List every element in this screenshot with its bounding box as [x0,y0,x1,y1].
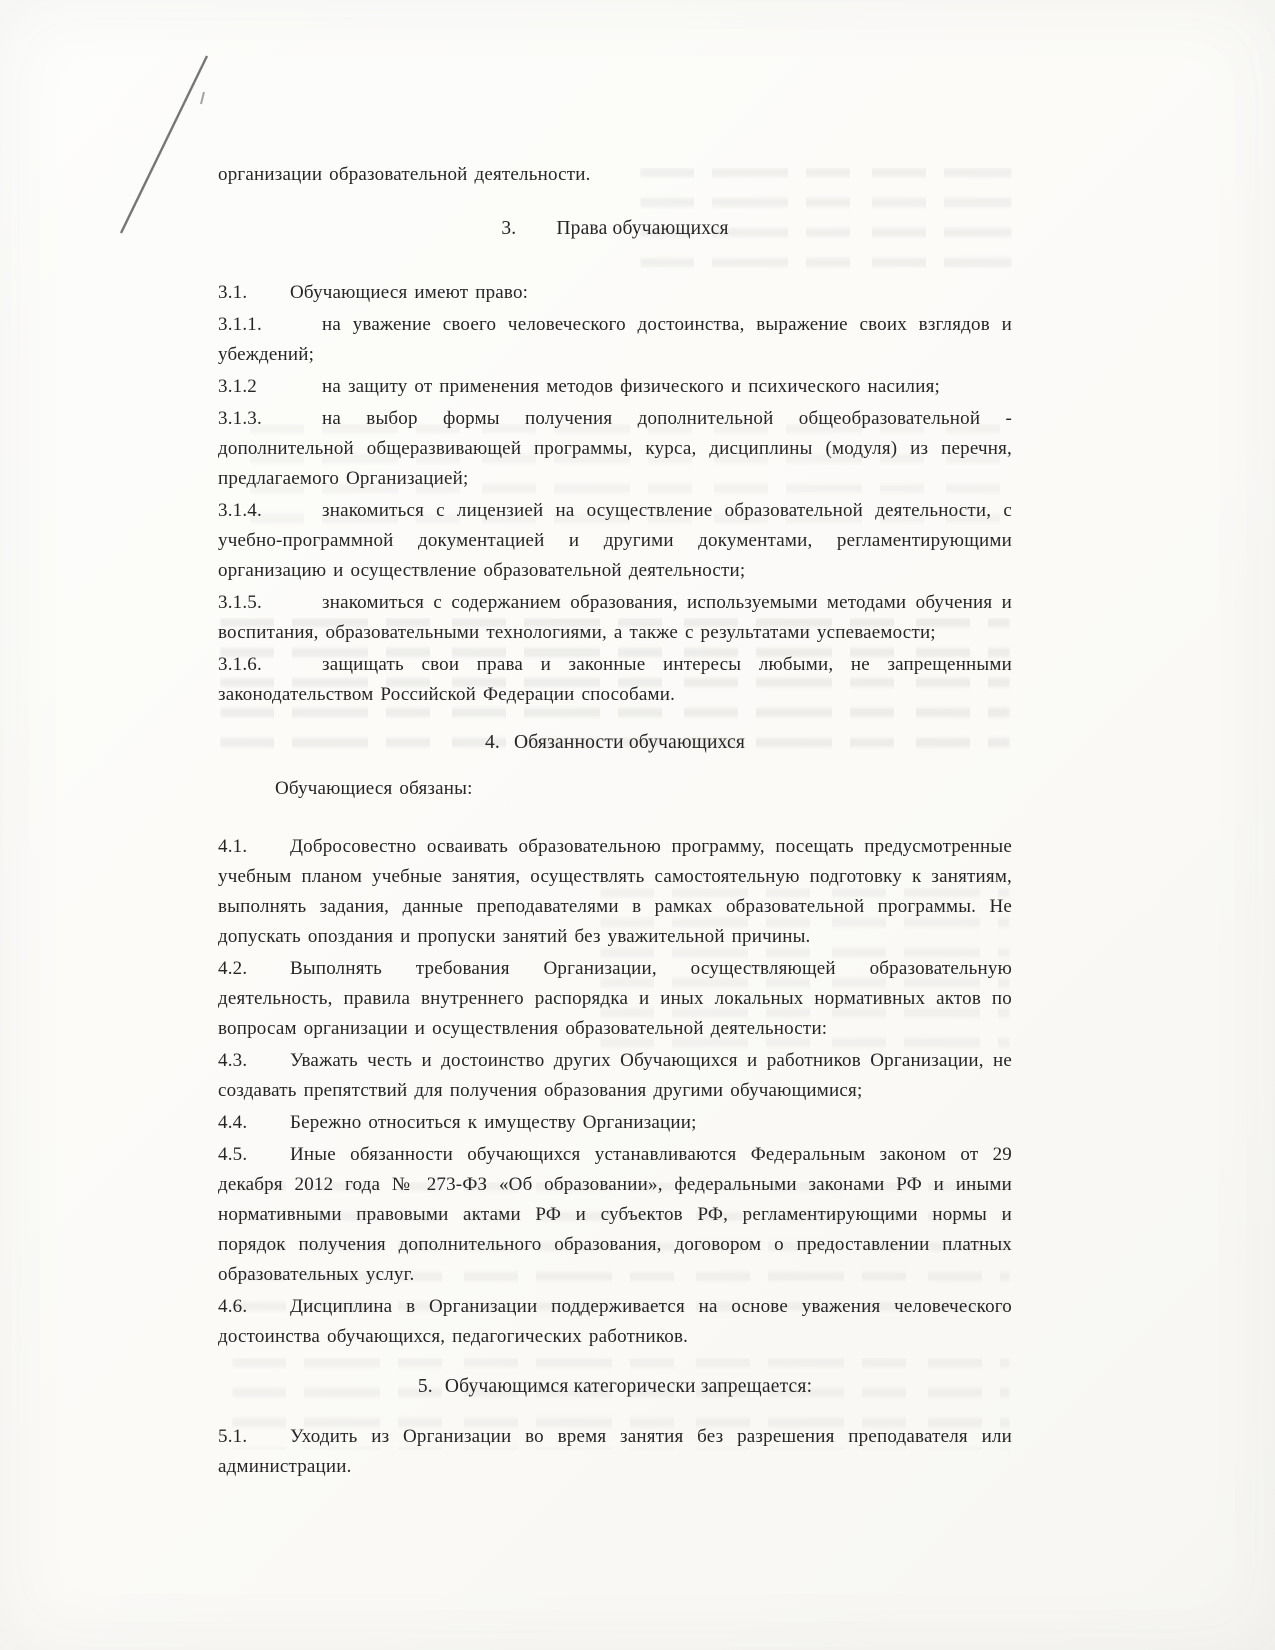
clause-3-1-1 [218,310,1012,370]
section-3-number: 3. [501,218,517,239]
clause-text: Добросовестно осваивать образовательною программу, посещать предусмотренные учебным планом учебные занятия, осуществлять самостоятельную подготовку к занятиям, выполнять задания, данные преподавателями в рамках образовательной программы. Не допускать опоздания и пропуски занятий без уважительной причины. [218,836,1012,947]
clause-text: Выполнять требования Организации, осуществляющей образовательную деятельность, правила внутреннего распорядка и иных локальных нормативных актов по вопросам организации и осуществления образовательной деятельности: [218,958,1012,1039]
clause-text: знакомиться с содержанием образования, используемыми методами обучения и воспитания, образовательными технологиями, а также с результатами успеваемости; [218,592,1012,643]
section-4-heading [218,728,1012,758]
section-5-title: Обучающимся категорически запрещается: [444,1376,813,1397]
clause-5-1 [218,1422,1012,1482]
clause-3-1-5 [218,588,1012,648]
clause-number: 3.1.6. [218,654,262,675]
clause-number: 4.1. [218,836,248,857]
section-4-lead: Обучающиеся обязаны: [275,778,473,799]
section-5-heading [218,1372,1012,1402]
clause-3-1-6 [218,650,1012,710]
clause-4-2 [218,954,1012,1044]
clause-number: 4.4. [218,1112,248,1133]
clause-4-5 [218,1140,1012,1290]
section-5-number: 5. [417,1376,433,1397]
section-4-number: 4. [484,732,500,753]
clause-4-1 [218,832,1012,952]
clause-text: на защиту от применения методов физического и психического насилия; [322,376,941,397]
clause-number: 3.1. [218,282,248,303]
clause-number: 4.6. [218,1296,248,1317]
clause-text: Бережно относиться к имуществу Организации; [290,1112,697,1133]
clause-text: на уважение своего человеческого достоинства, выражение своих взглядов и убеждений; [218,314,1012,365]
clause-text: знакомиться с лицензией на осуществление образовательной деятельности, с учебно-программной документацией и другими документами, регламентирующими организацию и осуществление образовательной деятельности; [218,500,1012,581]
clause-text: Дисциплина в Организации поддерживается на основе уважения человеческого достоинства обучающихся, педагогических работников. [218,1296,1012,1347]
clause-number: 3.1.4. [218,500,262,521]
clause-number: 4.3. [218,1050,248,1071]
clause-number: 3.1.1. [218,314,262,335]
clause-4-6 [218,1292,1012,1352]
section-4-title: Обязанности обучающихся [514,732,746,753]
clause-number: 5.1. [218,1426,248,1447]
clause-4-4 [218,1108,1012,1138]
clause-number: 3.1.5. [218,592,262,613]
clause-number: 3.1.2 [218,376,257,397]
section-3-title: Права обучающихся [556,218,729,239]
clause-text: на выбор формы получения дополнительной общеобразовательной - дополнительной общеразвивающей программы, курса, дисциплины (модуля) из перечня, предлагаемого Организацией; [218,408,1012,489]
section-3-heading [218,214,1012,244]
clause-text: Уважать честь и достоинство других Обучающихся и работников Организации, не создавать препятствий для получения образования другими обучающимися; [218,1050,1012,1101]
clause-3-1-3 [218,404,1012,494]
document-body [218,0,1012,1484]
clause-text: Обучающиеся имеют право: [290,282,529,303]
clause-text: Уходить из Организации во время занятия без разрешения преподавателя или администрации. [218,1426,1012,1477]
clause-3-1-4 [218,496,1012,586]
clause-4-3 [218,1046,1012,1106]
clause-number: 4.5. [218,1144,248,1165]
clause-text: Иные обязанности обучающихся устанавливаются Федеральным законом от 29 декабря 2012 года № 273-ФЗ «Об образовании», федеральными законами РФ и иными нормативными правовыми актами РФ и субъектов РФ, регламентирующими нормы и порядок получения дополнительного образования, договором о предоставлении платных образовательных услуг. [218,1144,1012,1285]
leading-paragraph-fragment: организации образовательной деятельности. [218,164,591,185]
clause-number: 3.1.3. [218,408,262,429]
clause-text: защищать свои права и законные интересы любыми, не запрещенными законодательством Российской Федерации способами. [218,654,1012,705]
clause-3-1-2 [218,372,1012,402]
clause-3-1 [218,278,1012,308]
clause-number: 4.2. [218,958,248,979]
